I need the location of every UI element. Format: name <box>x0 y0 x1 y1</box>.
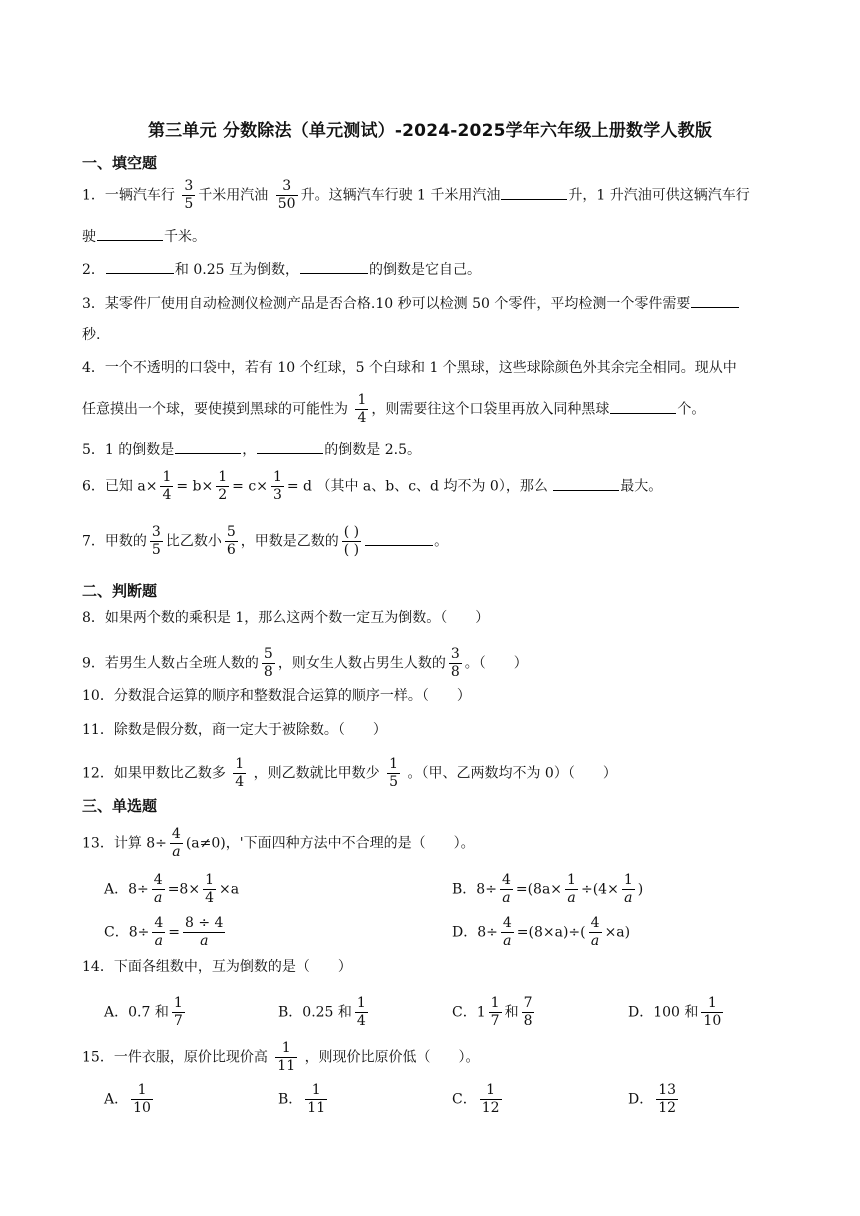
question-text: 甲数的 <box>104 533 147 550</box>
whole-number: 1 <box>476 1004 486 1021</box>
denominator: 12 <box>658 1100 677 1116</box>
numerator: 3 <box>450 646 460 662</box>
question-text: 1 的倒数是 <box>104 442 175 458</box>
fraction <box>489 995 502 1030</box>
option-14-b[interactable] <box>278 995 371 1030</box>
numerator: 1 <box>623 872 633 888</box>
option-14-a[interactable] <box>104 995 188 1030</box>
question-number: 1． <box>82 187 105 204</box>
denominator: 6 <box>226 542 236 558</box>
numerator: 1 <box>490 995 500 1011</box>
answer-blank[interactable] <box>691 292 739 308</box>
denominator: a <box>503 933 512 949</box>
option-text: ×a) <box>604 924 631 941</box>
option-13-a[interactable] <box>104 872 239 907</box>
fraction <box>160 469 173 504</box>
question-text: 和 0.25 互为倒数， <box>174 262 299 278</box>
question-text: 。（ ） <box>464 655 528 672</box>
numerator: 1 <box>131 1082 153 1100</box>
question-1-cont <box>82 225 206 247</box>
fraction <box>172 995 185 1030</box>
question-text: 下面各组数中，互为倒数的是（ ） <box>113 959 352 975</box>
option-label: D． <box>628 1091 654 1108</box>
option-label: B． <box>278 1004 303 1021</box>
question-text: 秒. <box>82 327 101 343</box>
denominator: 50 <box>277 196 296 212</box>
denominator: 4 <box>162 487 172 503</box>
question-number: 5． <box>82 442 105 458</box>
question-text: 升。这辆汽车行驶 1 千米用汽油 <box>300 187 501 204</box>
denominator: 3 <box>272 487 282 503</box>
numerator: 4 <box>153 872 163 888</box>
denominator: 11 <box>277 1058 296 1074</box>
numerator: 1 <box>272 469 282 485</box>
question-3-cont <box>82 325 100 345</box>
option-13-c[interactable] <box>104 915 228 950</box>
option-text: 8÷ <box>128 881 149 898</box>
question-text: 已知 a× <box>104 478 158 495</box>
question-number: 7． <box>82 533 105 550</box>
question-number: 6． <box>82 478 105 495</box>
question-text: (a≠0)，'下面四种方法中不合理的是（ ）。 <box>185 835 475 852</box>
blank-fraction[interactable] <box>342 524 361 559</box>
option-text: 100 和 <box>653 1004 699 1021</box>
denominator-blank[interactable]: ( ) <box>343 542 360 558</box>
denominator: 8 <box>450 664 460 680</box>
option-text: ×a <box>218 881 240 898</box>
answer-blank[interactable] <box>106 258 174 274</box>
option-text: 0.25 和 <box>302 1004 352 1021</box>
question-10 <box>82 686 471 706</box>
option-label: C． <box>104 924 129 941</box>
question-text: 。（甲、乙两数均不为 0）（ ） <box>407 765 617 782</box>
answer-blank[interactable] <box>610 398 676 414</box>
option-14-d[interactable] <box>628 995 726 1030</box>
fraction <box>565 872 578 907</box>
question-13 <box>82 826 475 861</box>
question-text: 如果两个数的乘积是 1，那么这两个数一定互为倒数。（ ） <box>104 610 490 626</box>
question-text: ，则乙数就比甲数少 <box>253 765 380 782</box>
option-text: 0.7 和 <box>128 1004 169 1021</box>
question-text: ，则需要往这个口袋里再放入同种黑球 <box>371 401 610 418</box>
option-label: D． <box>628 1004 654 1021</box>
denominator: a <box>624 890 633 906</box>
question-number: 2． <box>82 262 105 278</box>
question-number: 11． <box>82 722 114 738</box>
option-label: A． <box>104 1004 129 1021</box>
question-2 <box>82 258 481 280</box>
fraction <box>170 826 183 861</box>
numerator: 4 <box>171 826 181 842</box>
fraction <box>305 1082 327 1117</box>
denominator: 5 <box>151 542 161 558</box>
numerator: 1 <box>205 872 214 888</box>
fraction <box>656 1082 678 1117</box>
fraction <box>271 469 284 504</box>
question-text: 若男生人数占全班人数的 <box>104 655 259 672</box>
question-text: 分数混合运算的顺序和整数混合运算的顺序一样。（ ） <box>113 688 471 704</box>
question-text: 升，1 升汽油可供这辆汽车行 <box>568 187 750 204</box>
denominator: 2 <box>218 487 228 503</box>
numerator: 3 <box>184 178 194 194</box>
question-12 <box>82 756 617 791</box>
question-text: 千米。 <box>164 229 206 245</box>
question-15 <box>82 1040 480 1075</box>
answer-blank[interactable] <box>365 530 433 546</box>
fraction <box>216 469 229 504</box>
question-text: ，则女生人数占男生人数的 <box>277 655 446 672</box>
denominator: 7 <box>173 1013 183 1029</box>
question-7 <box>82 524 448 559</box>
denominator: 10 <box>133 1100 151 1116</box>
question-number: 8． <box>82 610 105 626</box>
question-text: 。 <box>434 533 449 550</box>
question-9 <box>82 646 528 681</box>
answer-blank[interactable] <box>553 475 619 491</box>
question-4-cont <box>82 392 705 427</box>
fraction <box>355 392 368 427</box>
fraction <box>203 872 216 907</box>
numerator: 1 <box>162 469 172 485</box>
question-number: 9． <box>82 655 105 672</box>
fraction <box>480 1082 502 1117</box>
fraction <box>262 646 275 681</box>
option-text: ) <box>637 881 644 898</box>
question-text: 最大。 <box>620 478 663 495</box>
fraction <box>622 872 635 907</box>
option-label: B． <box>452 881 477 898</box>
denominator: a <box>502 890 511 906</box>
fraction <box>701 995 723 1030</box>
question-number: 4． <box>82 360 105 376</box>
fraction <box>522 995 535 1030</box>
question-text: = b× <box>176 478 214 495</box>
fraction <box>152 915 165 950</box>
question-text: = c× <box>232 478 268 495</box>
answer-blank[interactable] <box>97 225 163 241</box>
fraction <box>500 872 513 907</box>
fraction <box>182 178 195 213</box>
question-text: 计算 8÷ <box>113 835 167 852</box>
denominator: 11 <box>307 1100 326 1116</box>
denominator: a <box>172 844 181 860</box>
numerator: 4 <box>590 915 600 931</box>
numerator: 4 <box>502 915 512 931</box>
denominator: a <box>154 890 163 906</box>
numerator: 1 <box>357 392 367 408</box>
question-text: 一辆汽车行 <box>104 187 175 204</box>
fraction <box>589 915 602 950</box>
numerator: 3 <box>276 178 298 196</box>
answer-blank[interactable] <box>300 258 368 274</box>
option-label: D． <box>452 924 478 941</box>
numerator: 1 <box>480 1082 502 1100</box>
option-text: 8÷ <box>476 881 497 898</box>
denominator: a <box>200 933 209 949</box>
question-5 <box>82 438 421 460</box>
question-11 <box>82 720 387 740</box>
question-4 <box>82 358 737 378</box>
option-text: 8÷ <box>128 924 150 941</box>
fraction <box>449 646 462 681</box>
option-label: A． <box>104 881 129 898</box>
question-text: 的倒数是 2.5。 <box>324 442 421 458</box>
numerator: 1 <box>275 1040 297 1058</box>
question-text: 某零件厂使用自动检测仪检测产品是否合格.10 秒可以检测 50 个零件，平均检测一个零件需要 <box>104 296 691 312</box>
denominator: 5 <box>389 774 399 790</box>
page-title: 第三单元 分数除法（单元测试）-2024-2025学年六年级上册数学人教版 <box>147 121 713 141</box>
section-fill-in: 一、填空题 <box>82 154 158 172</box>
option-15-c[interactable] <box>452 1082 505 1117</box>
option-13-d[interactable] <box>452 915 630 950</box>
fraction <box>183 915 225 950</box>
section-multiple-choice: 三、单选题 <box>82 797 158 815</box>
option-text: =8× <box>167 881 201 898</box>
question-text: 如果甲数比乙数多 <box>113 765 226 782</box>
option-text: = <box>168 924 181 941</box>
question-text: ， <box>242 442 257 458</box>
option-label: C． <box>452 1091 477 1108</box>
question-1 <box>82 178 750 213</box>
denominator: 7 <box>490 1013 500 1029</box>
denominator: 4 <box>235 774 245 790</box>
denominator: 4 <box>356 1013 366 1029</box>
denominator: 4 <box>357 410 367 426</box>
question-text: 一个不透明的口袋中，若有 10 个红球，5 个白球和 1 个黑球，这些球除颜色外其余完全相同。现从中 <box>104 360 737 376</box>
denominator: 5 <box>184 196 194 212</box>
question-text: 一件衣服，原价比现价高 <box>113 1049 268 1066</box>
fraction <box>276 178 298 213</box>
fraction <box>501 915 514 950</box>
option-text: =(8a× <box>515 881 563 898</box>
numerator: 1 <box>567 872 576 888</box>
answer-blank[interactable] <box>175 438 241 454</box>
numerator: 1 <box>305 1082 327 1100</box>
question-text: 驶 <box>82 229 96 245</box>
numerator: 13 <box>658 1082 677 1098</box>
question-14 <box>82 957 352 977</box>
denominator: a <box>154 933 163 949</box>
question-number: 15． <box>82 1049 114 1066</box>
numerator: 3 <box>151 524 161 540</box>
question-text: 比乙数小 <box>165 533 222 550</box>
question-number: 14． <box>82 959 114 975</box>
denominator: a <box>567 890 576 906</box>
numerator: 1 <box>356 995 366 1011</box>
question-text: ，则现价比原价低（ ）。 <box>304 1049 480 1066</box>
numerator: 1 <box>389 756 399 772</box>
numerator: 1 <box>701 995 723 1013</box>
option-15-b[interactable] <box>278 1082 330 1117</box>
numerator: 4 <box>501 872 511 888</box>
fraction <box>355 995 368 1030</box>
denominator: a <box>590 933 600 949</box>
numerator: 7 <box>523 995 533 1011</box>
answer-blank[interactable] <box>257 438 323 454</box>
section-true-false: 二、判断题 <box>82 582 158 600</box>
answer-blank[interactable] <box>501 184 567 200</box>
question-8 <box>82 608 489 628</box>
question-number: 10． <box>82 688 114 704</box>
denominator: 10 <box>703 1013 722 1029</box>
question-text: 个。 <box>677 401 706 418</box>
denominator: 8 <box>523 1013 533 1029</box>
numerator: 1 <box>173 995 183 1011</box>
question-text: 任意摸出一个球，要使摸到黑球的可能性为 <box>82 401 348 418</box>
option-label: B． <box>278 1091 303 1108</box>
numerator: 5 <box>226 524 236 540</box>
option-label: A． <box>104 1091 129 1108</box>
option-text: =(8×a)÷( <box>516 924 586 941</box>
question-text: ，甲数是乙数的 <box>240 533 339 550</box>
denominator: 12 <box>481 1100 500 1116</box>
question-6 <box>82 469 662 504</box>
numerator-blank[interactable]: ( ) <box>343 524 360 540</box>
denominator: 4 <box>205 890 214 906</box>
question-3 <box>82 292 740 314</box>
option-14-c[interactable] <box>452 995 537 1030</box>
option-15-d[interactable] <box>628 1082 681 1117</box>
question-text: 的倒数是它自己。 <box>369 262 481 278</box>
denominator: 8 <box>263 664 273 680</box>
numerator: 5 <box>263 646 273 662</box>
question-text: 除数是假分数，商一定大于被除数。（ ） <box>113 722 387 738</box>
option-text: ÷(4× <box>580 881 619 898</box>
option-label: C． <box>452 1004 477 1021</box>
question-number: 12． <box>82 765 114 782</box>
option-15-a[interactable] <box>104 1082 156 1117</box>
option-text: 和 <box>504 1004 519 1021</box>
fraction <box>387 756 400 791</box>
numerator: 1 <box>235 756 245 772</box>
option-text: 8÷ <box>477 924 498 941</box>
option-13-b[interactable] <box>452 872 643 907</box>
numerator: 8 ÷ 4 <box>185 915 224 931</box>
question-text: = d （其中 a、b、c、d 均不为 0），那么 <box>286 478 548 495</box>
fraction <box>131 1082 153 1117</box>
fraction <box>150 524 163 559</box>
question-number: 13． <box>82 835 114 852</box>
fraction <box>233 756 246 791</box>
question-text: 千米用汽油 <box>198 187 269 204</box>
fraction <box>152 872 165 907</box>
fraction <box>275 1040 297 1075</box>
question-number: 3． <box>82 296 105 312</box>
fraction <box>225 524 238 559</box>
numerator: 1 <box>218 469 228 485</box>
numerator: 4 <box>154 915 164 931</box>
